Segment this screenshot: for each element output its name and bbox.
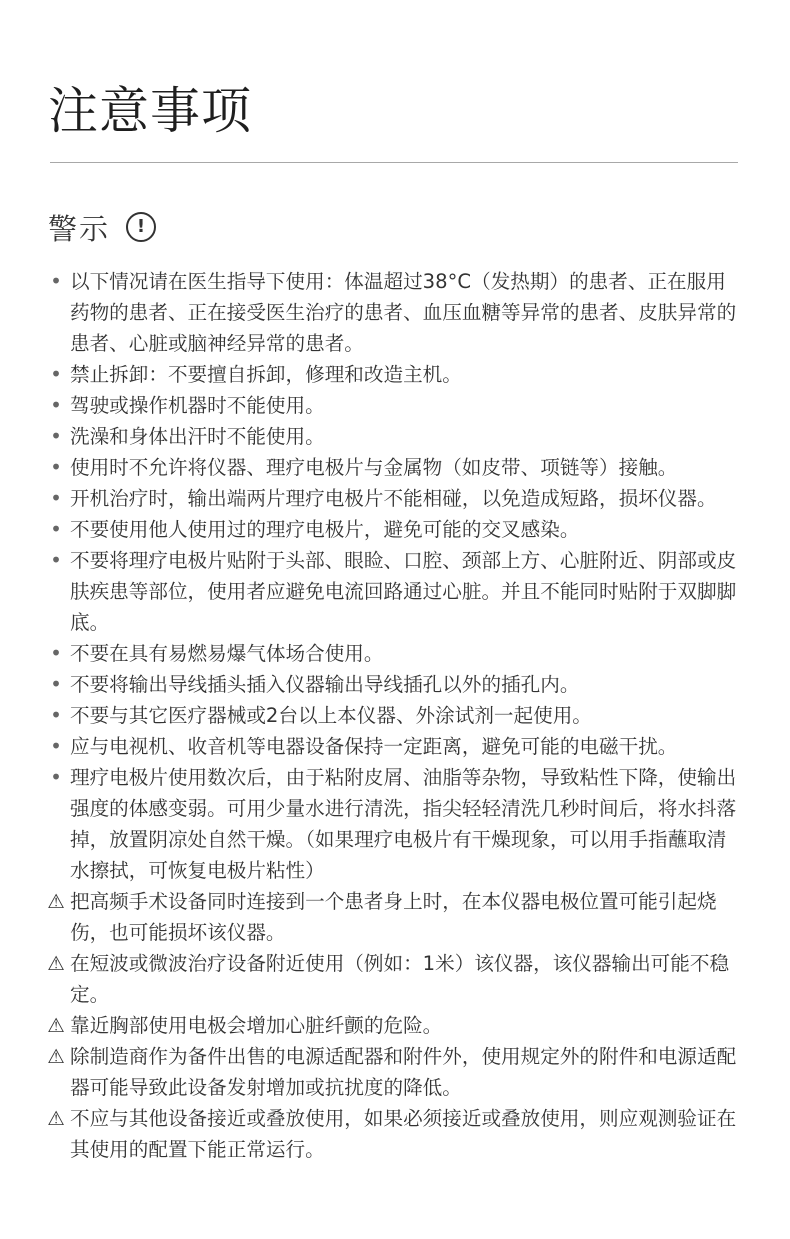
list-item: [42, 390, 742, 421]
warning-triangle-icon: ⚠: [47, 1107, 65, 1130]
warning-list-item: [42, 1041, 742, 1103]
exclamation-circle-icon: !: [126, 212, 156, 242]
bullet-icon: •: [50, 424, 62, 448]
bullet-icon: •: [50, 734, 62, 758]
warning-triangle-icon: ⚠: [47, 1014, 65, 1037]
page-title: 注意事项: [48, 82, 252, 140]
bullet-icon: •: [50, 393, 62, 417]
list-item: [42, 421, 742, 452]
list-item-text: 理疗电极片使用数次后，由于粘附皮屑、油脂等杂物，导致粘性下降，使输出强度的体感变弱。可用少量水进行清洗，指尖轻轻清洗几秒时间后，将水抖落掉，放置阴凉处自然干燥。（如果理疗电极片有干燥现象，可以用手指蘸取清水擦拭，可恢复电极片粘性）: [70, 766, 737, 882]
list-item: [42, 483, 742, 514]
list-item: [42, 514, 742, 545]
list-item: [42, 669, 742, 700]
bullet-icon: •: [50, 672, 62, 696]
bullet-icon: •: [50, 641, 62, 665]
list-item-text: 不要与其它医疗器械或2台以上本仪器、外涂试剂一起使用。: [70, 704, 592, 727]
bullet-icon: •: [50, 269, 62, 293]
list-item-text: 洗澡和身体出汗时不能使用。: [70, 425, 325, 448]
warning-triangle-icon: ⚠: [47, 1045, 65, 1068]
list-item-text: 驾驶或操作机器时不能使用。: [70, 394, 325, 417]
list-item-text: 把高频手术设备同时连接到一个患者身上时，在本仪器电极位置可能引起烧伤，也可能损坏该仪器。: [70, 890, 717, 944]
warning-triangle-icon: ⚠: [47, 890, 65, 913]
list-item: [42, 266, 742, 359]
bullet-icon: •: [50, 455, 62, 479]
warning-list-item: [42, 1103, 742, 1165]
list-item: [42, 731, 742, 762]
warning-list-item: [42, 948, 742, 1010]
list-item: [42, 762, 742, 886]
list-item-text: 不要将理疗电极片贴附于头部、眼睑、口腔、颈部上方、心脏附近、阴部或皮肤疾患等部位，使用者应避免电流回路通过心脏。并且不能同时贴附于双脚脚底。: [70, 549, 737, 634]
list-item-text: 不要使用他人使用过的理疗电极片，避免可能的交叉感染。: [70, 518, 580, 541]
bullet-icon: •: [50, 517, 62, 541]
warning-list-item: [42, 886, 742, 948]
bullet-icon: •: [50, 548, 62, 572]
list-item-text: 禁止拆卸：不要擅自拆卸，修理和改造主机。: [70, 363, 462, 386]
list-item-text: 靠近胸部使用电极会增加心脏纤颤的危险。: [70, 1014, 443, 1037]
bullet-icon: •: [50, 703, 62, 727]
bullet-icon: •: [50, 362, 62, 386]
list-item-text: 在短波或微波治疗设备附近使用（例如：1米）该仪器，该仪器输出可能不稳定。: [70, 952, 730, 1006]
bullet-icon: •: [50, 765, 62, 789]
precautions-list: [42, 266, 742, 1165]
list-item: [42, 700, 742, 731]
warning-label: 警示: [48, 211, 111, 246]
list-item-text: 不应与其他设备接近或叠放使用，如果必须接近或叠放使用，则应观测验证在其使用的配置下能正常运行。: [70, 1107, 737, 1161]
list-item: [42, 638, 742, 669]
list-item-text: 不要将输出导线插头插入仪器输出导线插孔以外的插孔内。: [70, 673, 580, 696]
list-item: [42, 545, 742, 638]
list-item-text: 以下情况请在医生指导下使用：体温超过38°C（发热期）的患者、正在服用药物的患者、正在接受医生治疗的患者、血压血糖等异常的患者、皮肤异常的患者、心脏或脑神经异常的患者。: [70, 270, 737, 355]
list-item-text: 除制造商作为备件出售的电源适配器和附件外，使用规定外的附件和电源适配器可能导致此设备发射增加或抗扰度的降低。: [70, 1045, 737, 1099]
warning-list-item: [42, 1010, 742, 1041]
title-divider: [50, 162, 738, 163]
bullet-icon: •: [50, 486, 62, 510]
list-item-text: 不要在具有易燃易爆气体场合使用。: [70, 642, 384, 665]
warning-triangle-icon: ⚠: [47, 952, 65, 975]
list-item: [42, 359, 742, 390]
list-item-text: 使用时不允许将仪器、理疗电极片与金属物（如皮带、项链等）接触。: [70, 456, 678, 479]
list-item: [42, 452, 742, 483]
warning-heading: [48, 204, 156, 250]
list-item-text: 应与电视机、收音机等电器设备保持一定距离，避免可能的电磁干扰。: [70, 735, 678, 758]
list-item-text: 开机治疗时，输出端两片理疗电极片不能相碰，以免造成短路，损坏仪器。: [70, 487, 717, 510]
